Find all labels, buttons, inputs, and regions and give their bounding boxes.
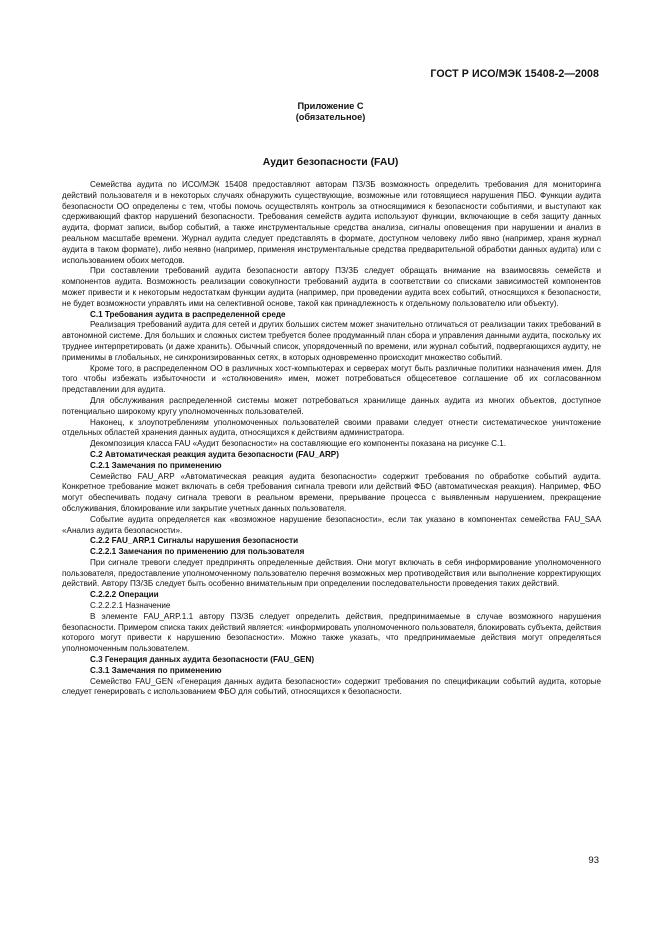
c21-paragraph-2: Событие аудита определяется как «возможное нарушение безопасности», если так указано в компонентах семейства FAU_SAA «Анализ аудита безопасности». (62, 514, 601, 535)
c1-paragraph-4: Наконец, к злоупотреблениям уполномоченных пользователей своими правами следует отнести систематическое уничтожение отдельных областей хранения данных аудита, относящихся к действиям администратора. (62, 417, 601, 438)
c2221-paragraph-1: В элементе FAU_ARP.1.1 автору ПЗ/ЗБ следует определить действия, предпринимаемые в случае возможного нарушения безопасности. Примером списка таких действий является: «информировать уполномоченного пользователя, блокировать субъекта, действия которого могут привести к нарушению безопасности». Можно также указать, что предпринимаемые действия могут определяться уполномоченным пользователем. (62, 611, 601, 654)
c1-paragraph-3: Для обслуживания распределенной системы может потребоваться хранилище данных аудита из многих объектов, доступное потенциально широкому кругу уполномоченных пользователей. (62, 395, 601, 416)
heading-c31: С.3.1 Замечания по применению (90, 665, 222, 675)
intro-paragraph-2: При составлении требований аудита безопасности автору ПЗ/ЗБ следует обращать внимание на взаимосвязь семейств и компонентов аудита. Возможность реализации совокупности требований аудита в соответствии со списками зависимостей компонентов может привести и к некоторым недостаткам функции аудита (например, при проведении аудита всех событий, относящихся к безопасности, не будет возможности управлять ими на селективной основе, такой как принадлежность к отдельному пользователю или объекту). (62, 266, 601, 308)
page-number: 93 (588, 855, 599, 866)
c1-paragraph-2: Кроме того, в распределенном ОО в различных хост-компьютерах и серверах могут быть различные политики назначения имен. Для того чтобы избежать избыточности и «столкновения» имен, может потребоваться общесетевое соглашение об их согласованном представлении для аудита. (62, 363, 601, 395)
heading-c222: С.2.2.2 Операции (90, 590, 159, 600)
appendix-title: Приложение С (297, 101, 364, 111)
c21-paragraph-1: Семейство FAU_ARP «Автоматическая реакция аудита безопасности» содержит требования по обработке событий аудита. Конкретное требование может включать в себя требования сигнала тревоги или действий ФБО (автоматическая реакция). Например, ФБО могут обеспечивать подачу сигнала тревоги в реальном времени, прерывание процесса с выявленным нарушением, прекращение обслуживания, блокирование или закрытие учетных данных пользователя. (62, 471, 601, 513)
heading-c221: С.2.2.1 Замечания по применению для пользователя (90, 547, 305, 557)
heading-c21: С.2.1 Замечания по применению (90, 460, 222, 470)
c31-paragraph-1: Семейство FAU_GEN «Генерация данных аудита безопасности» содержит требования по спецификации событий аудита, которые следует генерировать с использованием ФБО для событий, относящихся к безопасности. (62, 676, 601, 697)
heading-c3: С.3 Генерация данных аудита безопасности (FAU_GEN) (90, 655, 315, 665)
appendix-status: (обязательное) (295, 112, 366, 122)
section-title: Аудит безопасности (FAU) (262, 157, 399, 168)
intro-paragraph-1: Семейства аудита по ИСО/МЭК 15408 предоставляют авторам ПЗ/ЗБ возможность определить требования для мониторинга действий пользователя и в некоторых случаях обнаружить существующие, возможные или готовящиеся нарушения ПБО. Функции аудита безопасности ОО определены с тем, чтобы помочь осуществлять контроль за относящимися к безопасности событиями, и выступают как сдерживающий фактор нарушений безопасности. Требования семейств аудита используют функции, включающие в себя защиту данных аудита, формат записи, выбор событий, а также инструментальные средства анализа, сигналы оповещения при нарушении и анализ в реальном масштабе времени. Журнал аудита следует представлять в формате, доступном человеку либо явно (например, храня журнал аудита в таком формате), либо неявно (например, применяя инструментальные средства предварительной обработки данных аудита) или с использованием обоих методов. (62, 180, 601, 265)
heading-c2: С.2 Автоматическая реакция аудита безопасности (FAU_ARP) (90, 449, 339, 459)
standard-header: ГОСТ Р ИСО/МЭК 15408-2—2008 (430, 68, 599, 80)
document-body (62, 180, 601, 698)
c1-paragraph-1: Реализация требований аудита для сетей и других больших систем может значительно отличаться от реализации таких требований в автономной системе. Для больших и сложных систем требуется более продуманный план сбора и управления данными аудита, поскольку их труднее интерпретировать (и даже хранить). Обычный список, упорядоченный по времени, или журнал событий, подвергающихся аудиту, не применимы в глобальных, не синхронизированных сетях, в которых одновременно происходит множество событий. (62, 320, 601, 362)
heading-c22: С.2.2 FAU_ARP.1 Сигналы нарушения безопасности (90, 536, 299, 546)
heading-c1: С.1 Требования аудита в распределенной среде (90, 309, 286, 319)
heading-c2221: С.2.2.2.1 Назначение (90, 601, 171, 611)
c1-paragraph-5: Декомпозиция класса FAU «Аудит безопасности» на составляющие его компоненты показана на рисунке С.1. (90, 439, 507, 449)
c221-paragraph-1: При сигнале тревоги следует предпринять определенные действия. Они могут включать в себя информирование уполномоченного пользователя, предоставление уполномоченному пользователю перечня возможных мер противодействия или выполнение корректирующих действий. Автору ПЗ/ЗБ следует быть особенно внимательным при определении последовательности проведения таких действий. (62, 557, 601, 589)
